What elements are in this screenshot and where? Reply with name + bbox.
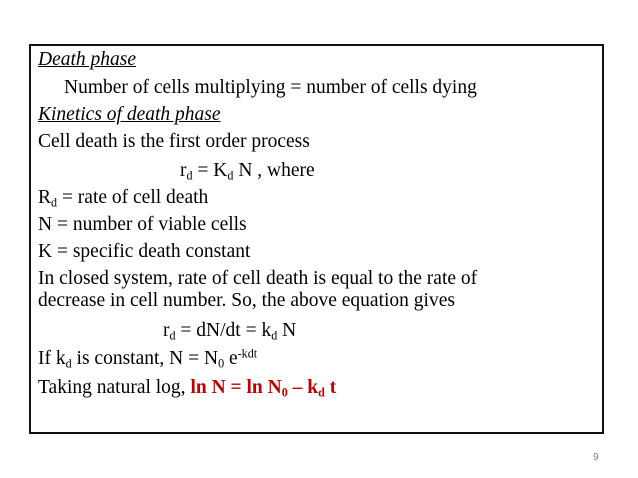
log-equation-c: t bbox=[324, 377, 337, 398]
eq1-tail: N , where bbox=[233, 160, 315, 181]
definition-k: K = specific death constant bbox=[38, 241, 251, 262]
eq1-r: r bbox=[180, 160, 187, 181]
heading-death-phase: Death phase bbox=[38, 49, 137, 70]
slide-frame bbox=[29, 44, 604, 434]
eq2-r-sub: d bbox=[169, 328, 176, 343]
equation-exponential bbox=[38, 348, 257, 370]
eq2-r: r bbox=[163, 320, 170, 341]
line-closed-system-1: In closed system, rate of cell death is equal to the rate of bbox=[38, 268, 478, 289]
heading-kinetics: Kinetics of death phase bbox=[38, 104, 221, 125]
def-r-sub: d bbox=[51, 195, 58, 210]
log-equation-b: – k bbox=[287, 377, 319, 398]
eq3-n-sub: 0 bbox=[218, 356, 225, 371]
line-closed-system-2: decrease in cell number. So, the above equation gives bbox=[38, 290, 455, 311]
log-prefix: Taking natural log, bbox=[38, 377, 191, 398]
def-r-text: = rate of cell death bbox=[57, 187, 209, 208]
log-sub-d: d bbox=[318, 385, 325, 400]
definition-n: N = number of viable cells bbox=[38, 214, 247, 235]
page-number: 9 bbox=[593, 452, 599, 463]
eq2-tail: N bbox=[277, 320, 297, 341]
definition-rd bbox=[38, 187, 208, 209]
eq3-e: e bbox=[224, 348, 238, 369]
eq1-k-sub: d bbox=[227, 168, 234, 183]
eq3-exponent: -kdt bbox=[237, 346, 258, 361]
eq3-mid: is constant, N = N bbox=[71, 348, 219, 369]
line-natural-log bbox=[38, 377, 336, 399]
equation-rd bbox=[180, 160, 315, 182]
eq2-mid: = dN/dt = k bbox=[175, 320, 272, 341]
log-equation-a: ln N = ln N bbox=[190, 377, 282, 398]
line-balance: Number of cells multiplying = number of cells dying bbox=[64, 77, 477, 98]
eq3-k-sub: d bbox=[65, 356, 72, 371]
eq1-r-sub: d bbox=[186, 168, 193, 183]
eq1-k: = K bbox=[192, 160, 228, 181]
line-first-order: Cell death is the first order process bbox=[38, 131, 310, 152]
eq2-k-sub: d bbox=[271, 328, 278, 343]
equation-rate bbox=[163, 320, 296, 342]
def-r-symbol: R bbox=[38, 187, 52, 208]
log-sub-0: 0 bbox=[281, 385, 288, 400]
eq3-pre: If k bbox=[38, 348, 66, 369]
